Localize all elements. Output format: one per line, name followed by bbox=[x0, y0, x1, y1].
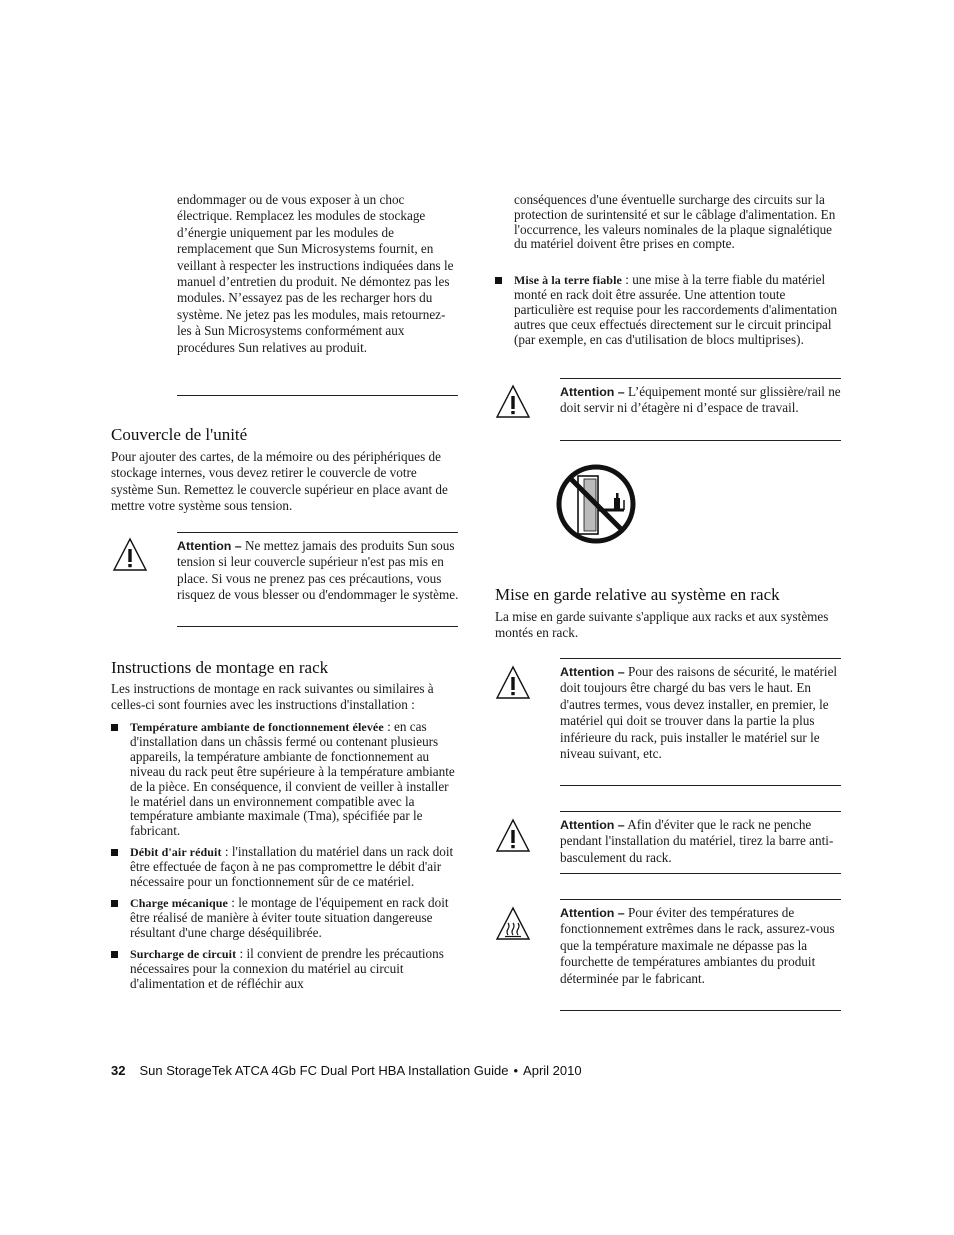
hot-surface-icon bbox=[495, 906, 531, 942]
list-item: Charge mécanique : le montage de l'équipement en rack doit être réalisé de manière à éviter toute situation dangereuse résultant d'une charge déséquilibrée. bbox=[111, 896, 459, 941]
attention-label: Attention – bbox=[560, 665, 625, 679]
continued-paragraph: conséquences d'une éventuelle surcharge des circuits sur la protection de surintensité et sur le câblage d'alimentation. En l'occurrence, les valeurs nominales de la plaque signalétique du matériel doivent être prises en compte. bbox=[514, 192, 836, 252]
warning-triangle-icon bbox=[495, 665, 531, 701]
attention-text: Afin d'éviter que le rack ne penche pendant l'installation du matériel, tirez la barre anti-basculement du rack. bbox=[560, 817, 834, 865]
attention-text: Pour éviter des températures de fonctionnement extrêmes dans le rack, assurez-vous que la température maximale ne dépasse pas la fourchette de températures ambiantes du produit déterminée par le fabricant. bbox=[560, 905, 835, 986]
no-shelf-prohibition-icon bbox=[554, 462, 638, 546]
warning-triangle-icon bbox=[112, 537, 148, 573]
rack-bullets bbox=[111, 720, 459, 997]
cover-attention bbox=[177, 538, 459, 604]
footer-separator: • bbox=[513, 1063, 519, 1078]
system-paragraph: La mise en garde suivante s'applique aux racks et aux systèmes montés en rack. bbox=[495, 609, 829, 641]
rack-heading: Instructions de montage en rack bbox=[111, 658, 329, 677]
list-item: Température ambiante de fonctionnement élevée : en cas d'installation dans un châssis fermé ou contenant plusieurs appareils, la température ambiante de fonctionnement au niveau du rack peut être supérieure à la température ambiante de la pièce. En conséquence, il convient de veiller à installer le matériel dans un environnement compatible avec la température ambiante maximale (Tma), spécifiée par le fabricant. bbox=[111, 720, 459, 839]
divider bbox=[560, 811, 841, 812]
attention-text: Pour des raisons de sécurité, le matériel doit toujours être chargé du bas vers le haut. En d'autres termes, vous devez installer, en premier, le matériel qui doit se trouver dans la partie la plus inférieure du rack, puis installer le matériel sur le niveau suivant, etc. bbox=[560, 664, 838, 762]
page-footer bbox=[111, 1063, 582, 1078]
divider bbox=[177, 395, 458, 396]
system-heading: Mise en garde relative au système en rack bbox=[495, 585, 780, 604]
divider bbox=[560, 658, 841, 659]
tip-attention bbox=[560, 817, 844, 866]
attention-label: Attention – bbox=[560, 906, 625, 920]
divider bbox=[560, 899, 841, 900]
rack-section bbox=[111, 681, 461, 714]
divider bbox=[560, 1010, 841, 1011]
warning-triangle-icon bbox=[495, 384, 531, 420]
list-item: Surcharge de circuit : il convient de prendre les précautions nécessaires pour la connexion du matériel au circuit d'alimentation et de réfléchir aux bbox=[111, 947, 459, 992]
footer-date: April 2010 bbox=[523, 1063, 582, 1078]
divider bbox=[560, 440, 841, 441]
divider bbox=[560, 873, 841, 874]
cover-paragraph: Pour ajouter des cartes, de la mémoire ou des périphériques de stockage internes, vous devez retirer le couvercle de votre système Sun. Remettez le couvercle supérieur en place avant de mettre votre système sous tension. bbox=[111, 449, 448, 514]
intro-paragraph: endommager ou de vous exposer à un choc électrique. Remplacez les modules de stockage d’énergie uniquement par les modules de remplacement que Sun Microsystems fournit, en veillant à respecter les instructions indiquées dans le manuel d’entretien du produit. Ne démontez pas les modules. N’essayez pas de les recharger hors du système. Ne jetez pas les modules, mais retournez-les à Sun Microsystems conformément aux procédures Sun relatives au produit. bbox=[177, 192, 454, 355]
footer-title: Sun StorageTek ATCA 4Gb FC Dual Port HBA Installation Guide bbox=[139, 1063, 509, 1078]
page-number: 32 bbox=[111, 1063, 126, 1078]
intro-block bbox=[177, 192, 459, 356]
divider bbox=[560, 785, 841, 786]
divider bbox=[177, 532, 458, 533]
system-section bbox=[495, 609, 845, 642]
divider bbox=[560, 378, 841, 379]
load-attention bbox=[560, 664, 844, 762]
continued-block bbox=[514, 193, 844, 252]
cover-section bbox=[111, 449, 461, 515]
warning-triangle-icon bbox=[495, 818, 531, 854]
attention-text: Ne mettez jamais des produits Sun sous tension si leur couvercle supérieur n'est pas mis en place. Si vous ne prenez pas ces précautions, vous risquez de vous blesser ou d'endommager le système. bbox=[177, 538, 459, 603]
attention-label: Attention – bbox=[560, 385, 625, 399]
attention-label: Attention – bbox=[560, 818, 625, 832]
attention-label: Attention – bbox=[177, 539, 242, 553]
list-item: Débit d'air réduit : l'installation du matériel dans un rack doit être effectuée de façon à ne pas compromettre le débit d'air nécessaire pour un fonctionnement sûr de ce matériel. bbox=[111, 845, 459, 890]
temp-attention bbox=[560, 905, 844, 987]
ground-bullet bbox=[495, 273, 845, 354]
list-item: Mise à la terre fiable : une mise à la terre fiable du matériel monté en rack doit être assurée. Une attention toute particulière est requise pour les raccordements d'alimentation autres que ceux effectués directement sur le circuit principal (par exemple, en cas d'utilisation de blocs multiprises). bbox=[495, 273, 845, 348]
divider bbox=[177, 626, 458, 627]
shelf-attention bbox=[560, 384, 844, 417]
attention-text: L’équipement monté sur glissière/rail ne doit servir ni d’étagère ni d’espace de travail. bbox=[560, 384, 841, 416]
cover-heading: Couvercle de l'unité bbox=[111, 425, 248, 444]
rack-paragraph: Les instructions de montage en rack suivantes ou similaires à celles-ci sont fournies avec les instructions d'installation : bbox=[111, 681, 434, 713]
